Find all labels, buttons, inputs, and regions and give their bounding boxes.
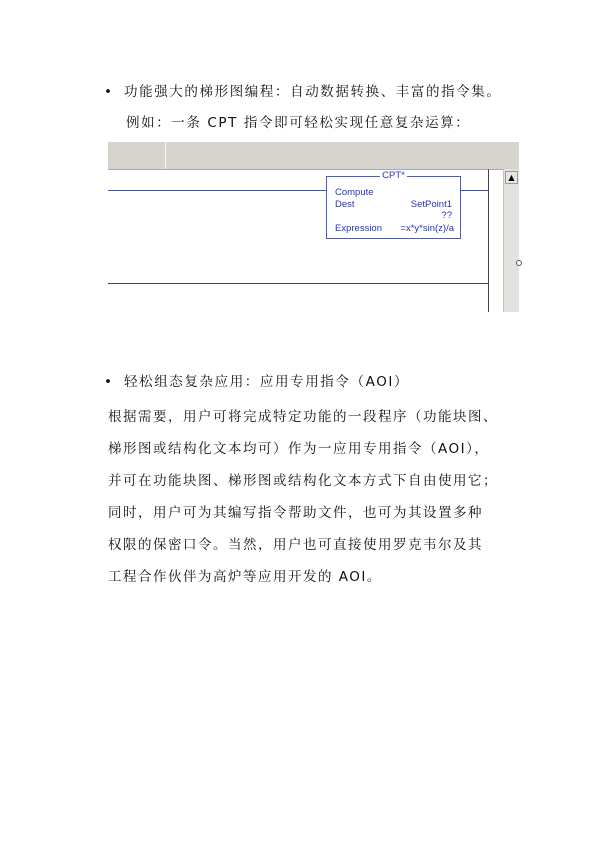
rung-line-left [108, 190, 326, 191]
expression-value: =x*y*sin(z)/a [400, 223, 454, 234]
dest-label: Dest [335, 199, 355, 210]
bullet-item-2 [104, 370, 409, 390]
bullet-dot: • [104, 374, 114, 390]
expression-label: Expression [335, 223, 382, 234]
bullet-dot: • [104, 84, 114, 100]
paragraph-line: 梯形图或结构化文本均可）作为一应用专用指令（AOI）， [108, 441, 490, 457]
dest-value: SetPoint1 [410, 199, 452, 210]
rung-line-right [461, 190, 489, 191]
rung-separator [108, 283, 489, 284]
scroll-up-icon[interactable]: ▲ [505, 171, 518, 184]
dest-unknown: ?? [441, 210, 452, 221]
example-line: 例如：一条 CPT 指令即可轻松实现任意复杂运算： [126, 115, 471, 131]
toolbar-strip [108, 142, 519, 170]
paragraph-line: 工程合作伙伴为高炉等应用开发的 AOI。 [108, 569, 382, 585]
cpt-title: CPT* [382, 170, 405, 181]
resize-handle-icon[interactable] [516, 260, 522, 266]
bullet-text: 轻松组态复杂应用：应用专用指令（AOI） [124, 374, 410, 390]
compute-label: Compute [335, 187, 374, 198]
paragraph-line: 权限的保密口令。当然，用户也可直接使用罗克韦尔及其 [108, 537, 483, 553]
paragraph-line: 根据需要，用户可将完成特定功能的一段程序（功能块图、 [108, 409, 498, 425]
bullet-item-1 [104, 80, 502, 100]
ladder-screenshot [108, 142, 519, 312]
right-power-rail [488, 169, 489, 312]
cpt-instruction-block[interactable] [326, 170, 461, 239]
paragraph-line: 同时，用户可为其编写指令帮助文件，也可为其设置多种 [108, 505, 483, 521]
paragraph-line: 并可在功能块图、梯形图或结构化文本方式下自由使用它； [108, 473, 498, 489]
vertical-scrollbar[interactable] [503, 169, 519, 312]
bullet-text: 功能强大的梯形图编程：自动数据转换、丰富的指令集。 [124, 84, 502, 100]
